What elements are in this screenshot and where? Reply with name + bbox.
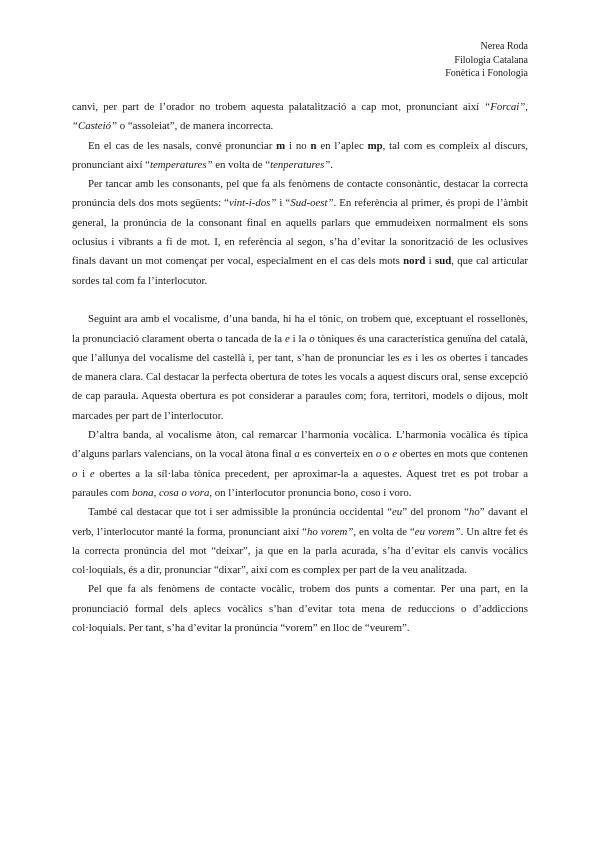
document-body — [72, 98, 528, 638]
paragraph-palatalization: canvi, per part de l’orador no trobem aquesta palatalització a cap mot, pronunciant així “Forcai”, “Casteió” o “assoleiat”, de manera incorrecta. — [72, 101, 528, 133]
paragraph-nasals: En el cas de les nasals, convé pronunciar m i no n en l’aplec mp, tal com es compleix al discurs, pronunciant així “temperatures” en volta de “tenperatures”. — [72, 139, 528, 171]
paragraph-consonant-contact: Per tancar amb les consonants, pel que fa als fenòmens de contacte consonàntic, destacar la correcta pronúncia dels dos mots següents: “vint-i-dos” i “Sud-oest”. En referència al primer, és propi de l’àmbit general, la pronúncia de la consonant final en aquells parlars que emmudeixen normalment els sons oclusius i vibrants a fi de mot. I, en referència al segon, s’ha d’evitar la sonorització de les oclusives finals davant un mot començat per vocal, especialment en el cas dels mots nord i sud, que cal articular sordes tal com fa l’interlocutor. — [72, 178, 529, 287]
paragraph-vowel-contact: Pel que fa als fenòmens de contacte vocàlic, trobem dos punts a comentar. Per una part, en la pronunciació formal dels aplecs vocàlics s’han d’evitar tota mena de reduccions o d’addiccions col·loquials. Per tant, s’ha d’evitar la pronúncia “vorem” en lloc de “veurem”. — [72, 583, 528, 635]
header-course: Fonètica i Fonologia — [445, 68, 528, 79]
paragraph-vowel-harmony: D’altra banda, al vocalisme àton, cal remarcar l’harmonia vocàlica. L’harmonia vocàlica és típica d’alguns parlars valencians, on la vocal àtona final a es converteix en o o e obertes en mots que contenen o i e obertes a la síl·laba tònica precedent, per aproximar-la a aquestes. Aquest tret es pot trobar a paraules com bona, cosa o vora, on l’interlocutor pronuncia bono, coso i voro. — [72, 429, 528, 499]
paragraph-pronoun-ho: També cal destacar que tot i ser admissible la pronúncia occidental “eu” del pronom “ho” davant el verb, l’interlocutor manté la forma, pronunciant així “ho vorem”, en volta de “eu vorem”. Un altre fet és la correcta pronúncia del mot “deixar”, ja que en la parla acurada, s’ha d’evitar els canvis vocàlics col·loquials, és a dir, pronunciar “dixar”, així com es complex per part de la veu analitzada. — [72, 506, 528, 577]
header-author: Nerea Roda — [480, 41, 528, 52]
paragraph-tonic-vocalism: Seguint ara amb el vocalisme, d’una banda, hi ha el tònic, on trobem que, exceptuant el rossellonès, la pronunciació clarament oberta o tancada de la e i la o tòniques és una característica genuïna del català, que l’allunya del vocalisme del castellà i, per tant, s’han de pronunciar les es i les os obertes i tancades de manera clara. Cal destacar la perfecta obertura de totes les vocals a aquest discurs oral, sense excepció de cap paraula. Aquesta obertura es pot considerar a paraules com; fora, territori, models o dijous, molt marcades per part de l’interlocutor. — [72, 313, 529, 422]
page-header — [445, 40, 528, 81]
header-department: Filologia Catalana — [454, 54, 528, 66]
